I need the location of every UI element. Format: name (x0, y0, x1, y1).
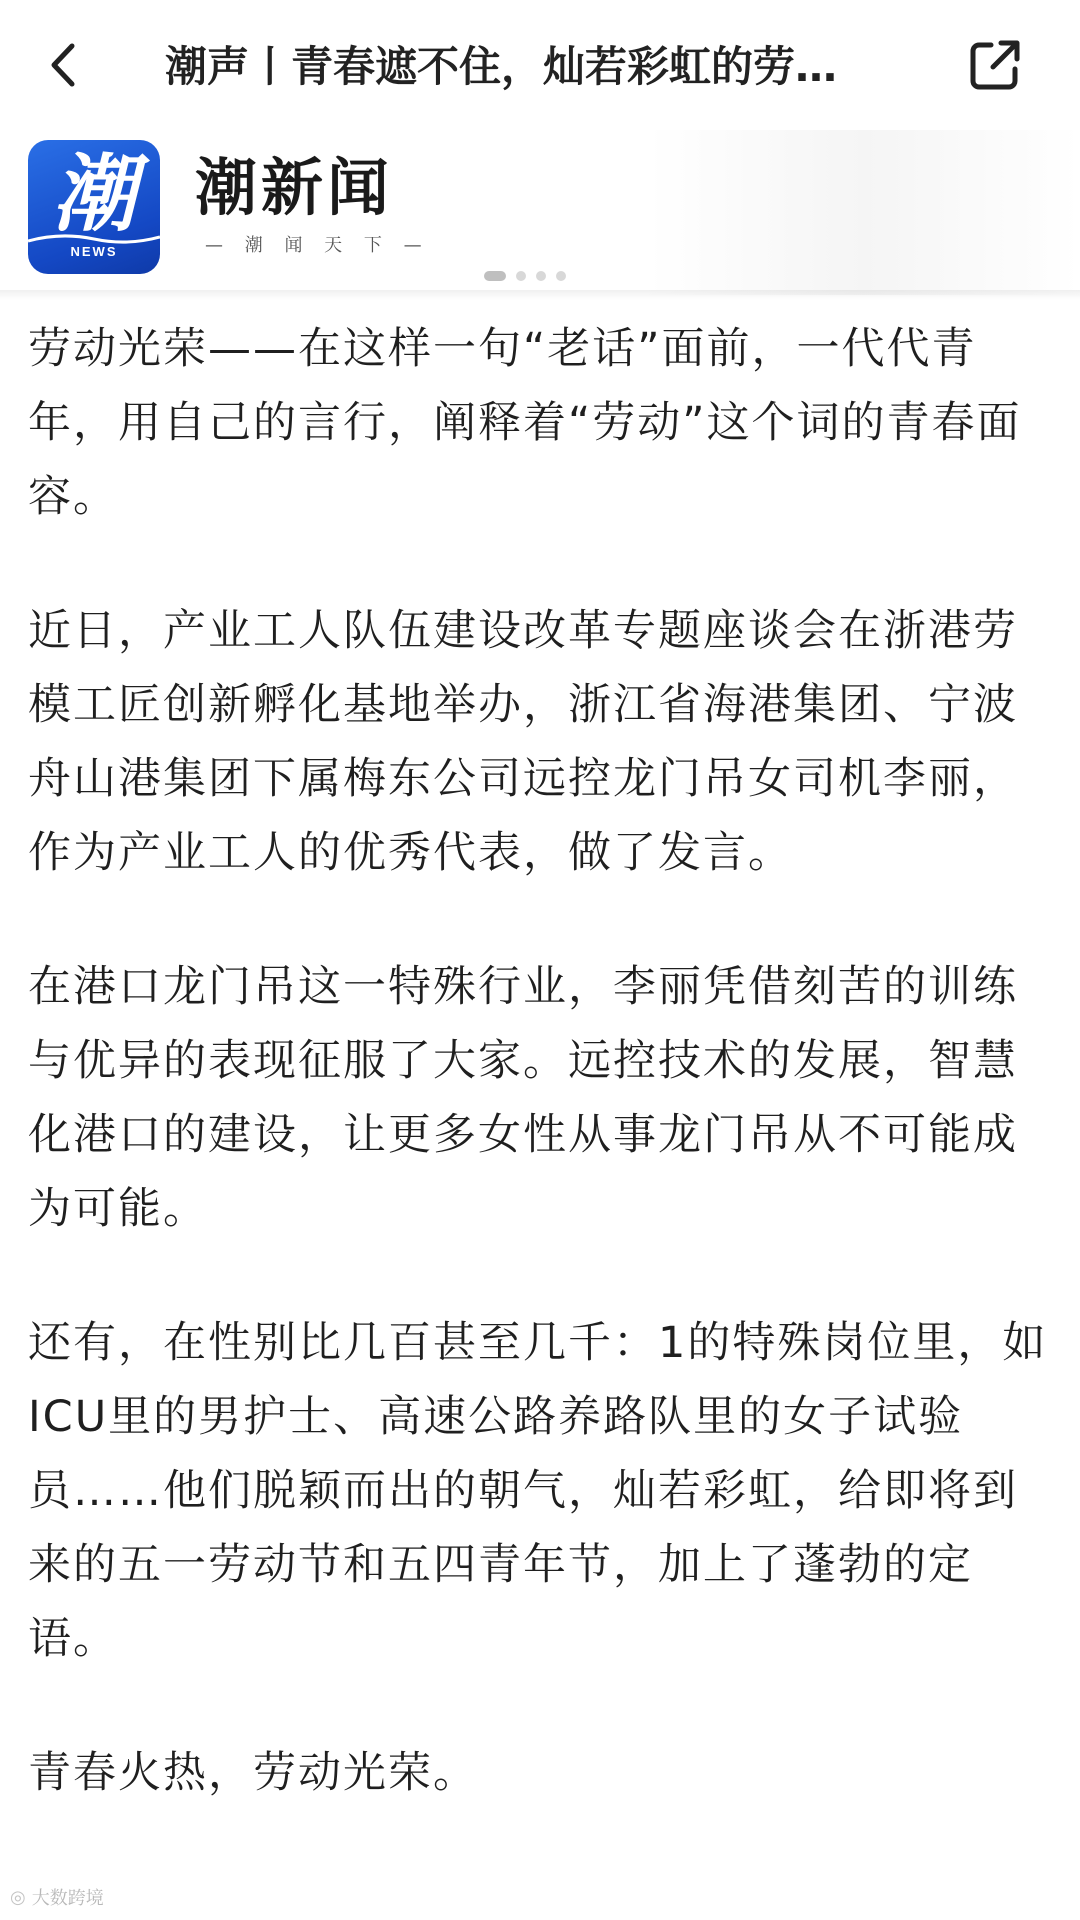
banner-pagination (484, 271, 566, 281)
page-title: 潮声丨青春遮不住，灿若彩虹的劳… (165, 42, 838, 91)
back-button[interactable] (34, 30, 94, 100)
brand-name: 潮新闻 (195, 151, 394, 224)
article-paragraph: 还有，在性别比几百甚至几千：1的特殊岗位里，如ICU里的男护士、高速公路养路队里的女子试验员……他们脱颖而出的朝气，灿若彩虹，给即将到来的五一劳动节和五四青年节，加上了蓬勃的定语。 (28, 1318, 1048, 1664)
app-logo (28, 140, 160, 274)
top-app-bar (0, 0, 1080, 130)
watermark (10, 1882, 104, 1912)
chevron-left-icon (44, 40, 84, 90)
watermark-logo-icon: ◎ (10, 1886, 26, 1908)
article-paragraph: 在港口龙门吊这一特殊行业，李丽凭借刻苦的训练与优异的表现征服了大家。远控技术的发展，智慧化港口的建设，让更多女性从事龙门吊从不可能成为可能。 (28, 962, 1018, 1234)
article-body (28, 312, 1052, 1870)
article-paragraph: 劳动光荣——在这样一句“老话”面前，一代代青年，用自己的言行，阐释着“劳动”这个词的青春面容。 (28, 324, 1022, 522)
banner-dot[interactable] (556, 271, 566, 281)
article-paragraph: 近日，产业工人队伍建设改革专题座谈会在浙港劳模工匠创新孵化基地举办，浙江省海港集团、宁波舟山港集团下属梅东公司远控龙门吊女司机李丽，作为产业工人的优秀代表，做了发言。 (28, 606, 1018, 878)
article-paragraph: 青春火热，劳动光荣。 (28, 1748, 478, 1798)
logo-character: 潮 (51, 144, 136, 243)
brand-banner[interactable] (0, 130, 1080, 295)
logo-news-text: NEWS (70, 244, 118, 259)
banner-dot-active[interactable] (484, 271, 506, 281)
share-icon (967, 37, 1023, 93)
banner-dot[interactable] (516, 271, 526, 281)
banner-dot[interactable] (536, 271, 546, 281)
share-button[interactable] (962, 32, 1028, 98)
watermark-text: 大数跨境 (31, 1888, 104, 1909)
brand-slogan: — 潮 闻 天 下 — (205, 235, 430, 256)
banner-divider (0, 290, 1080, 300)
